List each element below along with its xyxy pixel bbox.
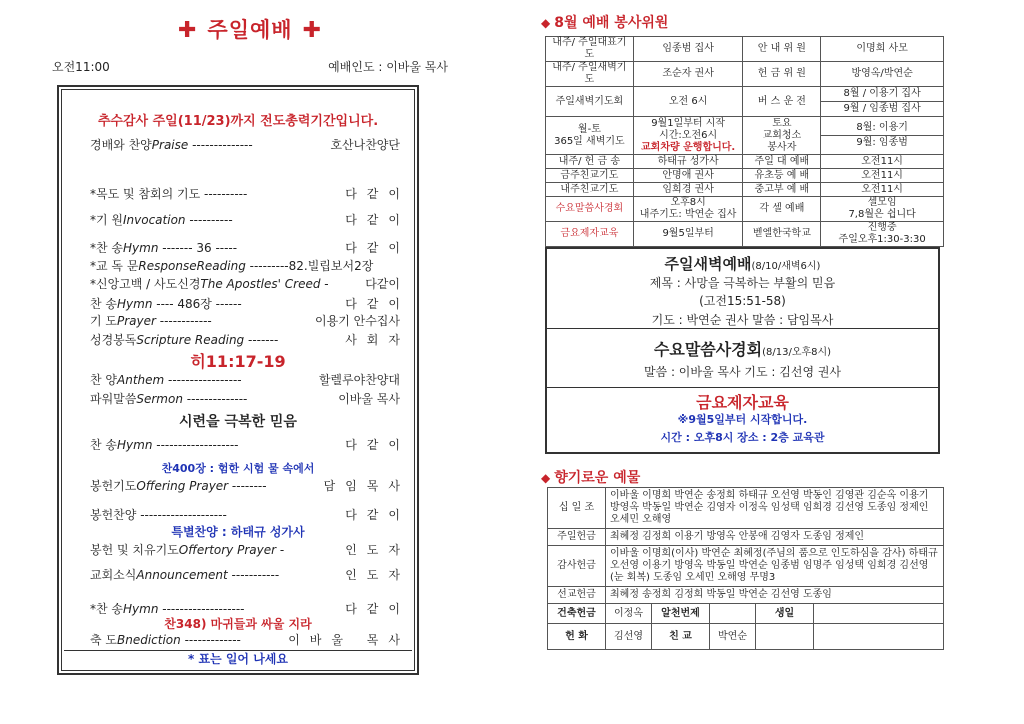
item-responsible: 다같이 [345,508,410,522]
committee-cell [743,62,821,87]
item-responsible: 이바울 목사 [338,392,400,406]
item-english: Praise [151,138,189,152]
order-inner-frame [61,89,415,671]
offering-row [548,587,944,604]
committee-text: 진행중 [867,222,897,233]
committee-text: 토요 [772,117,792,129]
item-responsible: 다같이 [345,297,410,311]
committee-subcell: 8월: 이용기 [856,122,908,133]
committee-cell [546,37,634,62]
divider [547,387,938,388]
special-song: 특별찬양 : 하태규 성가사 [171,525,305,539]
worship-item [90,185,410,203]
offering-category: 친 교 [652,624,710,650]
dawn-time: (8/10/새벽6시) [751,261,821,272]
committee-cell [633,222,743,247]
item-english: Bnediction [117,633,181,647]
worship-item-label [90,436,239,453]
item-leader-dots: ----------------- [164,373,242,387]
committee-text: 오전11시 [861,183,903,195]
item-english: The Apostles' Creed [200,277,321,291]
wednesday-line: 말씀 : 이바울 목사 기도 : 김선영 권사 [643,365,842,379]
item-responsible: 다같이 [345,438,410,452]
offering-category: 생일 [756,604,814,624]
committee-text: 내주친교기도 [560,183,619,195]
committee-row [546,62,944,87]
item-name: *목도 및 참회의 기도 [90,187,201,201]
committee-text: 유초등 예 배 [754,169,810,181]
item-responsible: 할렐루야찬양대 [318,373,400,387]
committee-cell [546,183,634,197]
committee-row [546,87,944,117]
committee-title: 8월 예배 봉사위원 [554,15,669,31]
item-name: 파워말씀 [90,392,137,406]
empty-cell [710,604,756,624]
offering-names: 최혜정 김정희 이용기 방영옥 안봉애 김영자 도종임 정제인 [606,529,944,546]
offering-names: 이정옥 [606,604,652,624]
worship-item-label [90,295,242,312]
committee-text: 교회청소 [762,129,802,141]
item-leader-dots: ------- 36 ----- [158,241,238,255]
offering-row [548,546,944,587]
committee-cell [821,183,944,197]
evangelism-announcement: 추수감사 주일(11/23)까지 전도총력기간입니다. [97,114,379,129]
item-name: *신앙고백 / 사도신경 [90,277,201,291]
item-leader-dots: -------------------- [136,508,227,522]
item-responsible: 이용기 안수집사 [315,314,400,328]
committee-text: 방영옥/박연순 [851,68,913,79]
committee-cell [633,197,743,222]
dawn-service [547,253,938,274]
offering-category: 헌 화 [548,624,606,650]
worship-item [90,275,400,293]
cross-icon: ✚ [177,18,198,43]
bulletin-title [150,14,350,44]
committee-text: 주일새벽기도회 [555,95,624,107]
worship-item [90,211,410,229]
item-responsible: 이바울 목사 [288,633,410,647]
empty-cell [814,604,944,624]
item-name: 교회소식 [90,568,137,582]
committee-text: 벧엘한국학교 [752,228,811,239]
offering-row [548,604,944,624]
item-english: Hymn [123,602,159,616]
committee-row [546,222,944,247]
item-leader-dots: -------------- [182,392,248,406]
offering-row [548,529,944,546]
committee-text: 임종범 집사 [662,43,714,54]
offering-category: 알천번제 [652,604,710,624]
committee-cell [743,183,821,197]
committee-subcell: 8월 / 이용기 집사 [843,88,921,99]
offering-row [548,488,944,529]
cross-icon: ✚ [302,18,323,43]
worship-item [90,541,410,559]
worship-item [90,390,400,408]
committee-subcell: 9월: 임종범 [821,135,943,150]
committee-cell [821,117,944,155]
service-title: 주일예배 [207,18,293,42]
offering-category: 주일헌금 [548,529,606,546]
committee-text: 조순자 권사 [662,68,714,79]
committee-text: 오전11시 [861,169,903,181]
committee-text: 365일 새벽기도 [554,135,625,147]
item-leader-dots: ---- 486장 ------ [152,297,242,311]
worship-item-label [90,211,233,228]
item-name: 성경봉독 [90,333,137,347]
friday-time: 시간 : 오후8시 장소 : 2층 교육관 [660,431,825,444]
item-responsible: 다같이 [345,213,410,227]
item-name: *기 원 [90,213,123,227]
item-responsible: 다같이 [365,277,400,291]
committee-cell [821,197,944,222]
worship-item-label [90,136,253,153]
committee-cell [546,155,634,169]
item-english: Offering Prayer [136,479,229,493]
committee-cell [633,117,743,155]
item-name: 봉헌 및 치유기도 [90,543,179,557]
committee-cell [633,87,743,117]
committee-cell [546,117,634,155]
offering-category: 선교헌금 [548,587,606,604]
committee-cell [546,197,634,222]
offering-names: 이바울 이명희 박연순 송정희 하태규 오선영 박동인 김영관 김순옥 이용기 방영옥 박동일 박연순 김영자 이정옥 임성택 임희경 김선영 도종임 정제인 오세민 오해영 [606,488,944,529]
worship-item-label [90,257,373,274]
worship-item [90,239,410,257]
item-responsible: 다같이 [345,187,410,201]
item-english: Offertory Prayer [178,543,277,557]
order-of-worship [57,85,419,675]
item-english: Anthem [117,373,165,387]
offering-heading [541,467,640,487]
committee-text: 오후8시 [670,197,706,208]
dawn-theme: 제목 : 사망을 극복하는 부활의 믿음 [649,276,836,290]
item-name: *찬 송 [90,241,123,255]
committee-cell [743,37,821,62]
worship-item [90,371,400,389]
offering-names: 이바울 이명희(이사) 박연순 최혜정(주님의 품으로 인도하심을 감사) 하태규 오선영 이용기 방영옥 박동일 박연순 임종범 임명주 임성택 임희경 김선영(눈 회복) 도종임 오세민 오해영 무명3 [606,546,944,587]
item-responsible: 사회자 [345,333,410,347]
committee-cell [546,169,634,183]
committee-cell [546,87,634,117]
worship-item [90,436,410,454]
committee-text: 교회차량 운행합니다. [641,141,736,153]
hymn-note: 찬400장 : 험한 시험 물 속에서 [161,462,315,475]
committee-text: 안 내 위 원 [757,43,806,54]
item-leader-dots: ------- [244,333,279,347]
dawn-text: (고전15:51-58) [699,294,786,308]
committee-text: 9월1일부터 시작 [651,117,726,129]
wednesday-title: 수요말씀사경회 [653,340,763,359]
worship-item [90,477,410,495]
standing-note: * 표는 일어 나세요 [64,650,412,668]
worship-item [90,295,410,313]
item-english: Prayer [117,314,156,328]
sermon-title: 시련을 극복한 믿음 [179,414,297,430]
committee-text: 시간:오전6시 [659,129,718,141]
scripture-reference: 히11:17-19 [190,352,286,371]
offering-category: 건축헌금 [548,604,606,624]
committee-cell [633,37,743,62]
committee-text: 금요제자교육 [560,228,619,239]
committee-row [546,197,944,222]
committee-text: 주일 대 예배 [754,155,810,167]
worship-item-label [90,312,212,329]
committee-cell [743,117,821,155]
offering-category: 감사헌금 [548,546,606,587]
worship-item-label [90,275,329,292]
committee-text: 버 스 운 전 [757,95,806,107]
dawn-prayer: 기도 : 박연순 권사 말씀 : 담임목사 [651,313,834,327]
committee-cell [633,183,743,197]
bullet-icon: ◆ [541,471,551,485]
item-responsible: 다같이 [345,602,410,616]
committee-cell [546,222,634,247]
worship-item-label [90,477,267,494]
committee-cell [821,169,944,183]
committee-text: 주일오후1:30-3:30 [838,234,926,245]
worship-item [90,136,400,154]
committee-text: 하태규 성가사 [657,155,719,167]
offering-row [548,624,944,650]
divider [547,328,938,329]
item-name: 찬 송 [90,438,117,452]
item-name: 찬 송 [90,297,117,311]
item-name: 봉헌찬양 [90,508,137,522]
committee-text: 오전 6시 [668,95,708,107]
committee-row [546,117,944,155]
worship-item [90,312,400,330]
item-english: Hymn [123,241,159,255]
committee-text: 수요말씀사경회 [555,203,624,214]
committee-cell [743,169,821,183]
worship-item-label [90,239,237,256]
worship-item-label [90,185,247,202]
committee-text: 이명희 사모 [856,43,908,54]
committee-text: 임희경 권사 [662,183,714,195]
committee-row [546,37,944,62]
item-name: 경배와 찬양 [90,138,152,152]
item-responsible: 인도자 [345,543,410,557]
worship-item-label [90,390,247,407]
item-name: *교 독 문 [90,259,139,273]
item-leader-dots: ---------82.빌립보서2장 [245,259,374,273]
empty-cell [814,624,944,650]
item-responsible: 다같이 [345,241,410,255]
committee-cell [633,62,743,87]
committee-text: 헌 금 위 원 [757,68,806,79]
item-english: Scripture Reading [136,333,245,347]
item-leader-dots: ---------- [185,213,233,227]
committee-cell [546,62,634,87]
committee-text: 금주친교기도 [560,169,619,181]
friday-title: 금요제자교육 [696,393,789,412]
committee-row [546,169,944,183]
worship-item-label [90,506,227,523]
offering-table [547,487,944,650]
committee-cell [821,37,944,62]
item-english: Announcement [136,568,228,582]
committee-table [545,36,944,247]
committee-text: 셀모임 [867,197,897,208]
committee-text: 중고부 예 배 [754,183,810,195]
committee-text: 봉사자 [767,141,797,153]
bullet-icon: ◆ [541,16,551,30]
service-leader: 예배인도 : 이바울 목사 [328,60,448,74]
committee-text: 월-토 [577,123,601,135]
wednesday-time: (8/13/오후8시) [762,347,832,358]
offering-names: 박연순 [710,624,756,650]
item-name: 찬 양 [90,373,117,387]
committee-cell [633,155,743,169]
committee-cell [821,155,944,169]
worship-item [90,566,410,584]
item-responsible: 호산나찬양단 [330,138,400,152]
offering-title: 향기로운 예물 [554,470,641,486]
item-leader-dots: - [320,277,329,291]
worship-item [90,257,400,275]
committee-text: 7,8월은 쉽니다 [848,209,916,220]
committee-text: 9월5일부터 [662,228,714,239]
item-leader-dots: ------------ [155,314,212,328]
wednesday-service [547,337,938,360]
closing-hymn-note: 찬348) 마귀들과 싸울 지라 [164,617,312,631]
committee-subcell: 9월 / 임종범 집사 [821,101,943,116]
item-leader-dots: ------------------- [152,438,239,452]
worship-item [90,631,410,649]
committee-text: 각 셀 예배 [759,203,805,214]
friday-note: ※9월5일부터 시작합니다. [677,413,808,426]
committee-cell [821,222,944,247]
committee-text: 내주/ 주일대표기도 [552,37,627,60]
worship-item [90,506,410,524]
committee-row [546,155,944,169]
committee-heading [541,12,668,32]
committee-cell [743,222,821,247]
offering-names: 김선영 [606,624,652,650]
item-english: Hymn [117,438,153,452]
committee-cell [743,87,821,117]
worship-item-label [90,631,241,648]
weekly-services-box [545,247,940,454]
committee-text: 안명애 권사 [662,169,714,181]
committee-cell [821,62,944,87]
item-responsible: 담임목사 [323,479,410,493]
committee-text: 오전11시 [861,155,903,167]
item-leader-dots: -------- [228,479,267,493]
item-leader-dots: - [276,543,285,557]
committee-cell [743,197,821,222]
item-name: 봉헌기도 [90,479,137,493]
item-english: Sermon [136,392,183,406]
item-leader-dots: -------------- [188,138,253,152]
item-english: Hymn [117,297,153,311]
worship-item-label [90,331,278,348]
worship-item-label [90,541,284,558]
item-responsible: 인도자 [345,568,410,582]
item-leader-dots: ------------- [180,633,241,647]
item-english: ResponseReading [138,259,246,273]
empty-cell [756,624,814,650]
committee-cell [821,87,944,117]
item-leader-dots: ---------- [200,187,248,201]
worship-item-label [90,371,242,388]
service-info [52,58,448,75]
committee-text: 내주/ 주일새벽기도 [552,62,627,85]
item-name: *찬 송 [90,602,123,616]
item-leader-dots: ------------------- [158,602,245,616]
committee-text: 내주기도: 박연순 집사 [639,209,737,220]
item-leader-dots: ----------- [227,568,280,582]
service-time: 오전11:00 [52,60,110,74]
offering-names: 최혜정 송정희 김정희 박동일 박연순 김선영 도종임 [606,587,944,604]
committee-text: 내주/ 헌 금 송 [558,155,620,167]
offering-category: 십 일 조 [548,488,606,529]
committee-cell [633,169,743,183]
dawn-title: 주일새벽예배 [664,255,752,273]
committee-row [546,183,944,197]
item-name: 기 도 [90,314,117,328]
worship-item-label [90,566,279,583]
committee-cell [743,155,821,169]
item-name: 축 도 [90,633,117,647]
worship-item [90,331,410,349]
item-english: Invocation [123,213,186,227]
